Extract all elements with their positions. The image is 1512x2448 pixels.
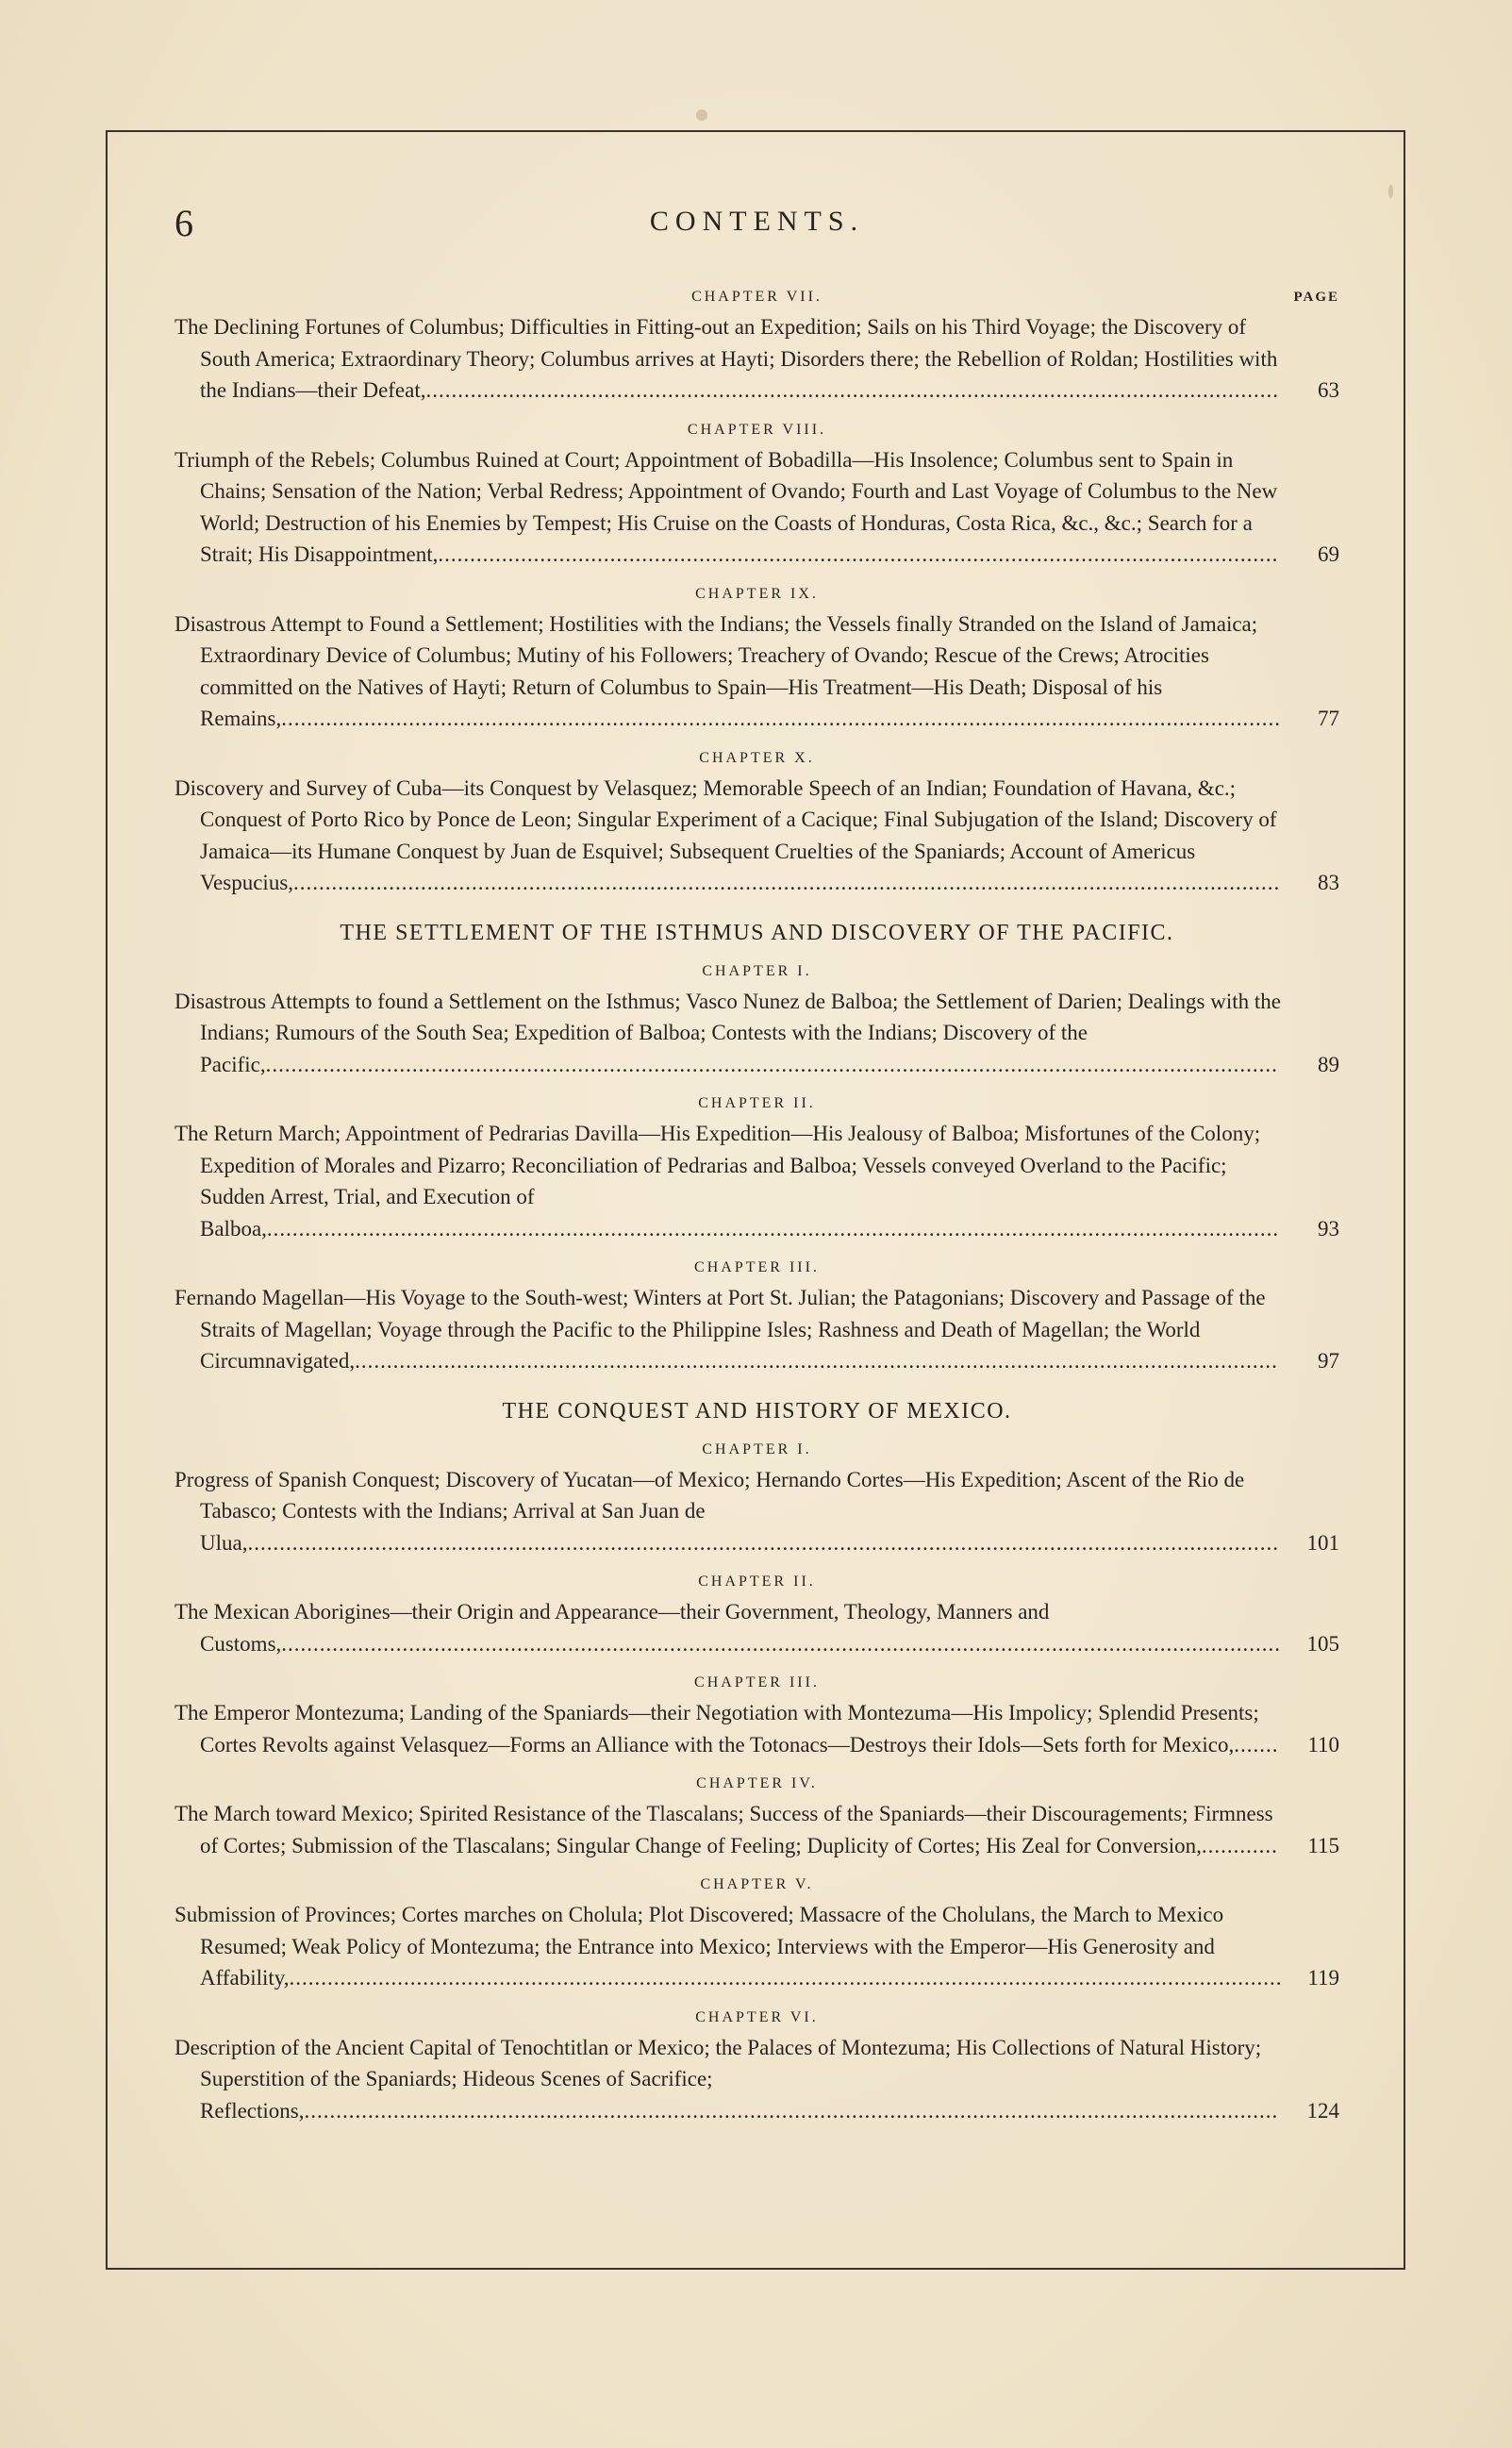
toc-entry-text: The March toward Mexico; Spirited Resistance of the Tlascalans; Success of the Spaniards—their Discouragements; Firmness of Cortes; Submission of the Tlascalans; Singular Change of Feeling; Duplicity of Cortes; His Zeal for Conversion, [174,1802,1273,1857]
chapter-heading [174,1090,1339,1118]
chapter-heading-text: CHAPTER III. [694,1674,820,1690]
toc-entry [174,1697,1339,1760]
toc-entry-text: The Emperor Montezuma; Landing of the Spaniards—their Negotiation with Montezuma—His Impolicy; Splendid Presents; Cortes Revolts against Velasquez—Forms an Alliance with the Totonacs—Destroys their Idols—Sets forth for Mexico, [174,1701,1259,1757]
dot-leader: ................................................................................................................................................. [355,1349,1278,1373]
dot-leader: ............................................................................................................................................................... [266,1216,1280,1241]
chapter-heading-text: CHAPTER VI. [695,2008,819,2025]
chapter-heading [174,958,1339,986]
toc-entry-page: 124 [1306,2098,1339,2123]
chapter-heading-text: CHAPTER II. [698,1574,816,1590]
dot-leader: ........................................................................................................................................................... [293,871,1281,894]
toc-entry-page: 97 [1318,1349,1339,1373]
chapter-heading-text: CHAPTER X. [699,749,815,766]
dot-leader: .................................................................................................................................... [438,542,1279,566]
toc-entry-text: Disastrous Attempts to found a Settlement on the Isthmus; Vasco Nunez de Balboa; the Settlement of Darien; Dealings with the Indians; Rumours of the South Sea; Expedition of Balboa; Contests with the Indians; Discovery of the Pacific, [174,989,1281,1076]
toc-entry [174,1118,1339,1244]
chapter-heading [174,1436,1339,1464]
dot-leader: ............ [1201,1833,1278,1857]
table-of-contents [174,283,1339,2136]
toc-entry-text: Fernando Magellan—His Voyage to the South-west; Winters at Port St. Julian; the Patagonians; Discovery and Passage of the Straits of Magellan; Voyage through the Pacific to the Philippine Isles; Rashness and Death of Magellan; the World Circumnavigated, [174,1286,1266,1373]
toc-entry-page: 101 [1306,1530,1339,1555]
toc-entry-page: 119 [1307,1966,1339,1990]
toc-entry [174,1798,1339,1861]
toc-entry-text: Disastrous Attempt to Found a Settlement; Hostilities with the Indians; the Vessels finally Stranded on the Island of Jamaica; Extraordinary Device of Columbus; Mutiny of his Followers; Treachery of Ovando; Rescue of the Crews; Atrocities committed on the Natives of Hayti; Return of Columbus to Spain—His Treatment—His Death; Disposal of his Remains, [174,611,1258,730]
chapter-heading-text: CHAPTER I. [702,962,812,979]
chapter-heading [174,744,1339,773]
dot-leader: ............................................................................................................................................................. [281,1631,1282,1656]
toc-entry [174,1899,1339,1994]
chapter-heading-text: CHAPTER V. [700,1876,814,1892]
chapter-heading-text: CHAPTER I. [702,1440,812,1457]
toc-entry-page: 105 [1306,1631,1339,1656]
dot-leader: ....... [1234,1732,1279,1757]
toc-entry-text: The Return March; Appointment of Pedrarias Davilla—His Expedition—His Jealousy of Balboa; Misfortunes of the Colony; Expedition of Morales and Pizarro; Reconciliation of Pedrarias and Balboa; Vessels conveyed Overland to the Pacific; Sudden Arrest, Trial, and Execution of Balboa, [174,1122,1261,1241]
chapter-heading-text: CHAPTER III. [694,1259,820,1275]
chapter-heading [174,2004,1339,2032]
chapter-heading-text: CHAPTER IV. [696,1775,818,1791]
toc-entry-page: 83 [1318,871,1339,894]
dot-leader: ......................................................................................................................................................... [304,2098,1279,2123]
dot-leader: ............................................................................................................................................................... [265,1052,1278,1076]
chapter-heading [174,416,1339,444]
page-number: 6 [174,202,193,244]
chapter-heading [174,1770,1339,1798]
chapter-heading-text: CHAPTER II. [698,1095,816,1111]
toc-entry-text: Description of the Ancient Capital of Tenochtitlan or Mexico; the Palaces of Montezuma; His Collections of Natural History; Superstition of the Spaniards; Hideous Scenes of Sacrifice; Reflections, [174,2035,1262,2123]
toc-entry-text: Progress of Spanish Conquest; Discovery of Yucatan—of Mexico; Hernando Cortes—His Expedition; Ascent of the Rio de Tabasco; Contests with the Indians; Arrival at San Juan de Ulua, [174,1467,1245,1555]
toc-entry [174,608,1339,735]
toc-entry-text: The Declining Fortunes of Columbus; Difficulties in Fitting-out an Expedition; Sails on his Third Voyage; the Discovery of South America; Extraordinary Theory; Columbus arrives at Hayti; Disorders there; the Rebellion of Roldan; Hostilities with the Indians—their Defeat, [174,315,1278,402]
toc-entry [174,1282,1339,1377]
toc-entry-text: Triumph of the Rebels; Columbus Ruined at Court; Appointment of Bobadilla—His Insolence; Columbus sent to Spain in Chains; Sensation of the Nation; Verbal Redress; Appointment of Ovando; Fourth and Last Voyage of Columbus to the New World; Destruction of his Enemies by Tempest; His Cruise on the Coasts of Honduras, Costa Rica, &c., &c.; Search for a Strait; His Disappointment, [174,447,1278,566]
toc-entry-text: Submission of Provinces; Cortes marches on Cholula; Plot Discovered; Massacre of the Cholulans, the March to Mexico Resumed; Weak Policy of Montezuma; the Entrance into Mexico; Interviews with the Emperor—His Generosity and Affability, [174,1903,1224,1990]
dot-leader: ............................................................................................................................................................. [281,707,1281,730]
chapter-heading [174,1669,1339,1697]
page-title: CONTENTS. [649,206,865,237]
chapter-heading-text: CHAPTER VIII. [687,421,827,438]
toc-entry [174,986,1339,1081]
toc-entry [174,311,1339,407]
dot-leader: .................................................................................................................................................................. [247,1530,1279,1555]
page-header [174,202,1339,244]
toc-entry-text: The Mexican Aborigines—their Origin and Appearance—their Government, Theology, Manners and Customs, [174,1600,1050,1656]
toc-entry [174,773,1339,899]
toc-entry-page: 93 [1318,1216,1339,1241]
toc-entry [174,444,1339,571]
chapter-heading [174,1871,1339,1899]
dot-leader: ............................................................................................................................................................ [289,1966,1283,1990]
paper-spot [696,109,707,121]
toc-entry-text: Discovery and Survey of Cuba—its Conquest by Velasquez; Memorable Speech of an Indian; Foundation of Havana, &c.; Conquest of Porto Rico by Ponce de Leon; Singular Experiment of a Cacique; Final Subjugation of the Island; Discovery of Jamaica—its Humane Conquest by Juan de Esquivel; Subsequent Cruelties of the Spaniards; Account of Americus Vespucius, [174,775,1277,894]
dot-leader: ...................................................................................................................................... [425,378,1279,402]
toc-entry-page: 110 [1307,1732,1339,1757]
toc-entry [174,2032,1339,2127]
chapter-heading [174,1568,1339,1596]
section-heading: THE CONQUEST AND HISTORY OF MEXICO. [502,1398,1012,1424]
toc-entry-page: 63 [1318,378,1339,402]
toc-entry-page: 89 [1318,1052,1339,1076]
toc-entry-page: 69 [1318,542,1339,566]
chapter-heading-text: CHAPTER VII. [691,289,822,305]
chapter-heading [174,283,1339,311]
toc-entry-page: 115 [1307,1833,1339,1857]
chapter-heading [174,1254,1339,1282]
toc-entry-page: 77 [1318,707,1339,730]
toc-entry [174,1464,1339,1559]
toc-entry [174,1596,1339,1659]
page-column-label: PAGE [1293,290,1339,305]
section-heading: THE SETTLEMENT OF THE ISTHMUS AND DISCOVERY OF THE PACIFIC. [340,920,1174,945]
chapter-heading-text: CHAPTER IX. [695,585,819,602]
chapter-heading [174,580,1339,608]
